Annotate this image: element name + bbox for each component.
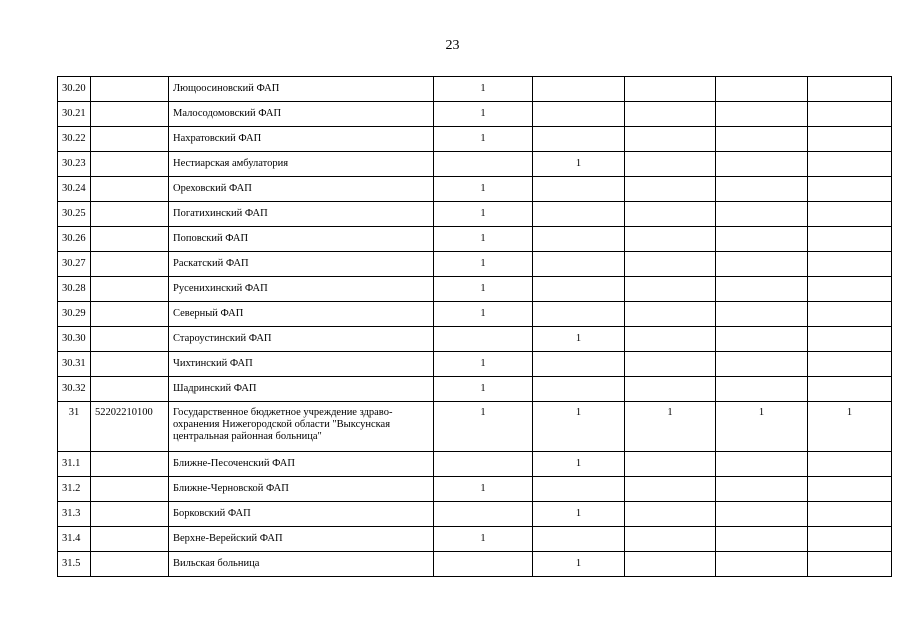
row-code-cell bbox=[91, 502, 169, 527]
row-name-cell: Лющоосиновский ФАП bbox=[169, 77, 434, 102]
row-name-cell: Староустинский ФАП bbox=[169, 327, 434, 352]
row-code-cell bbox=[91, 452, 169, 477]
row-value-1-cell: 1 bbox=[434, 377, 533, 402]
row-value-4-cell bbox=[716, 227, 808, 252]
row-value-5-cell: 1 bbox=[808, 402, 892, 452]
row-value-2-cell bbox=[533, 77, 625, 102]
row-value-1-cell: 1 bbox=[434, 177, 533, 202]
row-code-cell bbox=[91, 227, 169, 252]
row-number-cell: 31.5 bbox=[58, 552, 91, 577]
row-value-3-cell bbox=[625, 202, 716, 227]
row-value-4-cell bbox=[716, 302, 808, 327]
table-row bbox=[58, 102, 892, 127]
table-row bbox=[58, 252, 892, 277]
row-code-cell bbox=[91, 327, 169, 352]
row-code-cell bbox=[91, 77, 169, 102]
row-value-2-cell bbox=[533, 302, 625, 327]
table-row bbox=[58, 402, 892, 452]
row-code-cell bbox=[91, 102, 169, 127]
table-row bbox=[58, 177, 892, 202]
row-name-cell: Северный ФАП bbox=[169, 302, 434, 327]
row-value-3-cell bbox=[625, 102, 716, 127]
row-value-1-cell: 1 bbox=[434, 77, 533, 102]
row-value-5-cell bbox=[808, 452, 892, 477]
row-value-4-cell bbox=[716, 477, 808, 502]
row-value-2-cell bbox=[533, 227, 625, 252]
row-number-cell: 31.2 bbox=[58, 477, 91, 502]
row-value-3-cell bbox=[625, 277, 716, 302]
row-name-cell: Нахратовский ФАП bbox=[169, 127, 434, 152]
row-value-2-cell: 1 bbox=[533, 502, 625, 527]
row-value-5-cell bbox=[808, 152, 892, 177]
row-value-3-cell bbox=[625, 352, 716, 377]
row-code-cell bbox=[91, 552, 169, 577]
row-value-1-cell: 1 bbox=[434, 302, 533, 327]
row-value-2-cell: 1 bbox=[533, 327, 625, 352]
row-value-4-cell bbox=[716, 352, 808, 377]
row-value-3-cell bbox=[625, 127, 716, 152]
row-value-1-cell: 1 bbox=[434, 477, 533, 502]
row-value-5-cell bbox=[808, 377, 892, 402]
row-value-4-cell bbox=[716, 152, 808, 177]
row-number-cell: 30.28 bbox=[58, 277, 91, 302]
row-value-4-cell bbox=[716, 77, 808, 102]
row-value-2-cell bbox=[533, 252, 625, 277]
row-number-cell: 30.32 bbox=[58, 377, 91, 402]
row-value-5-cell bbox=[808, 477, 892, 502]
row-name-cell: Малосодомовский ФАП bbox=[169, 102, 434, 127]
row-code-cell: 52202210100 bbox=[91, 402, 169, 452]
table-row bbox=[58, 152, 892, 177]
row-code-cell bbox=[91, 377, 169, 402]
row-name-cell: Ближне-Песоченский ФАП bbox=[169, 452, 434, 477]
row-code-cell bbox=[91, 177, 169, 202]
row-number-cell: 31 bbox=[58, 402, 91, 452]
row-number-cell: 30.27 bbox=[58, 252, 91, 277]
row-value-4-cell bbox=[716, 527, 808, 552]
row-value-5-cell bbox=[808, 277, 892, 302]
row-number-cell: 31.4 bbox=[58, 527, 91, 552]
table-row bbox=[58, 227, 892, 252]
table-row bbox=[58, 452, 892, 477]
row-value-4-cell bbox=[716, 377, 808, 402]
row-code-cell bbox=[91, 252, 169, 277]
row-value-3-cell bbox=[625, 377, 716, 402]
row-value-5-cell bbox=[808, 502, 892, 527]
row-value-5-cell bbox=[808, 227, 892, 252]
row-value-4-cell bbox=[716, 202, 808, 227]
row-value-2-cell: 1 bbox=[533, 152, 625, 177]
row-number-cell: 30.25 bbox=[58, 202, 91, 227]
row-value-1-cell bbox=[434, 327, 533, 352]
table-body bbox=[58, 77, 892, 577]
row-value-2-cell: 1 bbox=[533, 402, 625, 452]
row-value-2-cell bbox=[533, 352, 625, 377]
row-value-3-cell bbox=[625, 552, 716, 577]
row-value-5-cell bbox=[808, 302, 892, 327]
row-value-4-cell bbox=[716, 102, 808, 127]
table-row bbox=[58, 377, 892, 402]
row-code-cell bbox=[91, 202, 169, 227]
row-number-cell: 30.26 bbox=[58, 227, 91, 252]
row-name-cell: Русенихинский ФАП bbox=[169, 277, 434, 302]
row-value-3-cell bbox=[625, 502, 716, 527]
table-row bbox=[58, 352, 892, 377]
table-row bbox=[58, 527, 892, 552]
row-value-1-cell bbox=[434, 452, 533, 477]
row-name-cell: Шадринский ФАП bbox=[169, 377, 434, 402]
row-value-3-cell bbox=[625, 477, 716, 502]
row-value-1-cell: 1 bbox=[434, 277, 533, 302]
row-value-1-cell bbox=[434, 152, 533, 177]
table-row bbox=[58, 502, 892, 527]
row-code-cell bbox=[91, 277, 169, 302]
table-row bbox=[58, 127, 892, 152]
row-code-cell bbox=[91, 527, 169, 552]
row-value-3-cell bbox=[625, 77, 716, 102]
row-value-2-cell bbox=[533, 527, 625, 552]
table-row bbox=[58, 552, 892, 577]
row-value-4-cell bbox=[716, 252, 808, 277]
row-value-2-cell bbox=[533, 477, 625, 502]
row-value-3-cell bbox=[625, 177, 716, 202]
row-value-2-cell bbox=[533, 277, 625, 302]
row-value-1-cell: 1 bbox=[434, 102, 533, 127]
row-value-2-cell: 1 bbox=[533, 452, 625, 477]
row-code-cell bbox=[91, 477, 169, 502]
row-value-2-cell bbox=[533, 102, 625, 127]
row-value-1-cell: 1 bbox=[434, 527, 533, 552]
row-value-5-cell bbox=[808, 77, 892, 102]
row-value-4-cell bbox=[716, 552, 808, 577]
row-value-1-cell bbox=[434, 552, 533, 577]
row-name-cell: Верхне-Верейский ФАП bbox=[169, 527, 434, 552]
row-value-2-cell bbox=[533, 202, 625, 227]
row-value-1-cell: 1 bbox=[434, 402, 533, 452]
row-name-cell: Нестиарская амбулатория bbox=[169, 152, 434, 177]
row-number-cell: 31.1 bbox=[58, 452, 91, 477]
row-value-3-cell bbox=[625, 302, 716, 327]
row-value-4-cell: 1 bbox=[716, 402, 808, 452]
row-value-5-cell bbox=[808, 202, 892, 227]
row-name-cell: Погатихинский ФАП bbox=[169, 202, 434, 227]
table-row bbox=[58, 327, 892, 352]
row-name-cell: Государственное бюджетное учреждение здраво-охранения Нижегородской области "Выксунская центральная районная больница" bbox=[169, 402, 434, 452]
table-row bbox=[58, 302, 892, 327]
row-value-3-cell bbox=[625, 452, 716, 477]
row-number-cell: 30.29 bbox=[58, 302, 91, 327]
row-code-cell bbox=[91, 302, 169, 327]
row-code-cell bbox=[91, 352, 169, 377]
row-number-cell: 30.31 bbox=[58, 352, 91, 377]
row-number-cell: 31.3 bbox=[58, 502, 91, 527]
row-value-5-cell bbox=[808, 127, 892, 152]
row-value-1-cell: 1 bbox=[434, 252, 533, 277]
row-value-5-cell bbox=[808, 177, 892, 202]
row-code-cell bbox=[91, 152, 169, 177]
row-name-cell: Поповский ФАП bbox=[169, 227, 434, 252]
row-number-cell: 30.23 bbox=[58, 152, 91, 177]
row-value-5-cell bbox=[808, 102, 892, 127]
row-value-1-cell bbox=[434, 502, 533, 527]
row-value-4-cell bbox=[716, 452, 808, 477]
row-value-2-cell bbox=[533, 127, 625, 152]
row-value-3-cell bbox=[625, 252, 716, 277]
row-value-1-cell: 1 bbox=[434, 127, 533, 152]
row-value-3-cell bbox=[625, 327, 716, 352]
table-row bbox=[58, 477, 892, 502]
table-row bbox=[58, 77, 892, 102]
row-value-3-cell bbox=[625, 227, 716, 252]
row-value-2-cell bbox=[533, 177, 625, 202]
row-number-cell: 30.30 bbox=[58, 327, 91, 352]
row-number-cell: 30.24 bbox=[58, 177, 91, 202]
row-value-3-cell: 1 bbox=[625, 402, 716, 452]
row-value-1-cell: 1 bbox=[434, 352, 533, 377]
table-row bbox=[58, 202, 892, 227]
row-value-3-cell bbox=[625, 527, 716, 552]
row-value-5-cell bbox=[808, 352, 892, 377]
row-number-cell: 30.22 bbox=[58, 127, 91, 152]
row-number-cell: 30.21 bbox=[58, 102, 91, 127]
row-value-5-cell bbox=[808, 552, 892, 577]
row-name-cell: Раскатский ФАП bbox=[169, 252, 434, 277]
row-value-5-cell bbox=[808, 527, 892, 552]
row-value-4-cell bbox=[716, 327, 808, 352]
row-value-4-cell bbox=[716, 277, 808, 302]
row-name-cell: Чихтинский ФАП bbox=[169, 352, 434, 377]
row-value-2-cell bbox=[533, 377, 625, 402]
table-row bbox=[58, 277, 892, 302]
row-value-3-cell bbox=[625, 152, 716, 177]
row-name-cell: Ближне-Черновской ФАП bbox=[169, 477, 434, 502]
row-value-4-cell bbox=[716, 177, 808, 202]
row-code-cell bbox=[91, 127, 169, 152]
row-value-4-cell bbox=[716, 127, 808, 152]
row-value-5-cell bbox=[808, 252, 892, 277]
row-number-cell: 30.20 bbox=[58, 77, 91, 102]
row-value-5-cell bbox=[808, 327, 892, 352]
row-name-cell: Борковский ФАП bbox=[169, 502, 434, 527]
row-value-1-cell: 1 bbox=[434, 227, 533, 252]
facilities-table bbox=[57, 76, 892, 577]
row-value-2-cell: 1 bbox=[533, 552, 625, 577]
row-value-1-cell: 1 bbox=[434, 202, 533, 227]
row-value-4-cell bbox=[716, 502, 808, 527]
row-name-cell: Ореховский ФАП bbox=[169, 177, 434, 202]
row-name-cell: Вильская больница bbox=[169, 552, 434, 577]
page-number: 23 bbox=[445, 38, 460, 53]
